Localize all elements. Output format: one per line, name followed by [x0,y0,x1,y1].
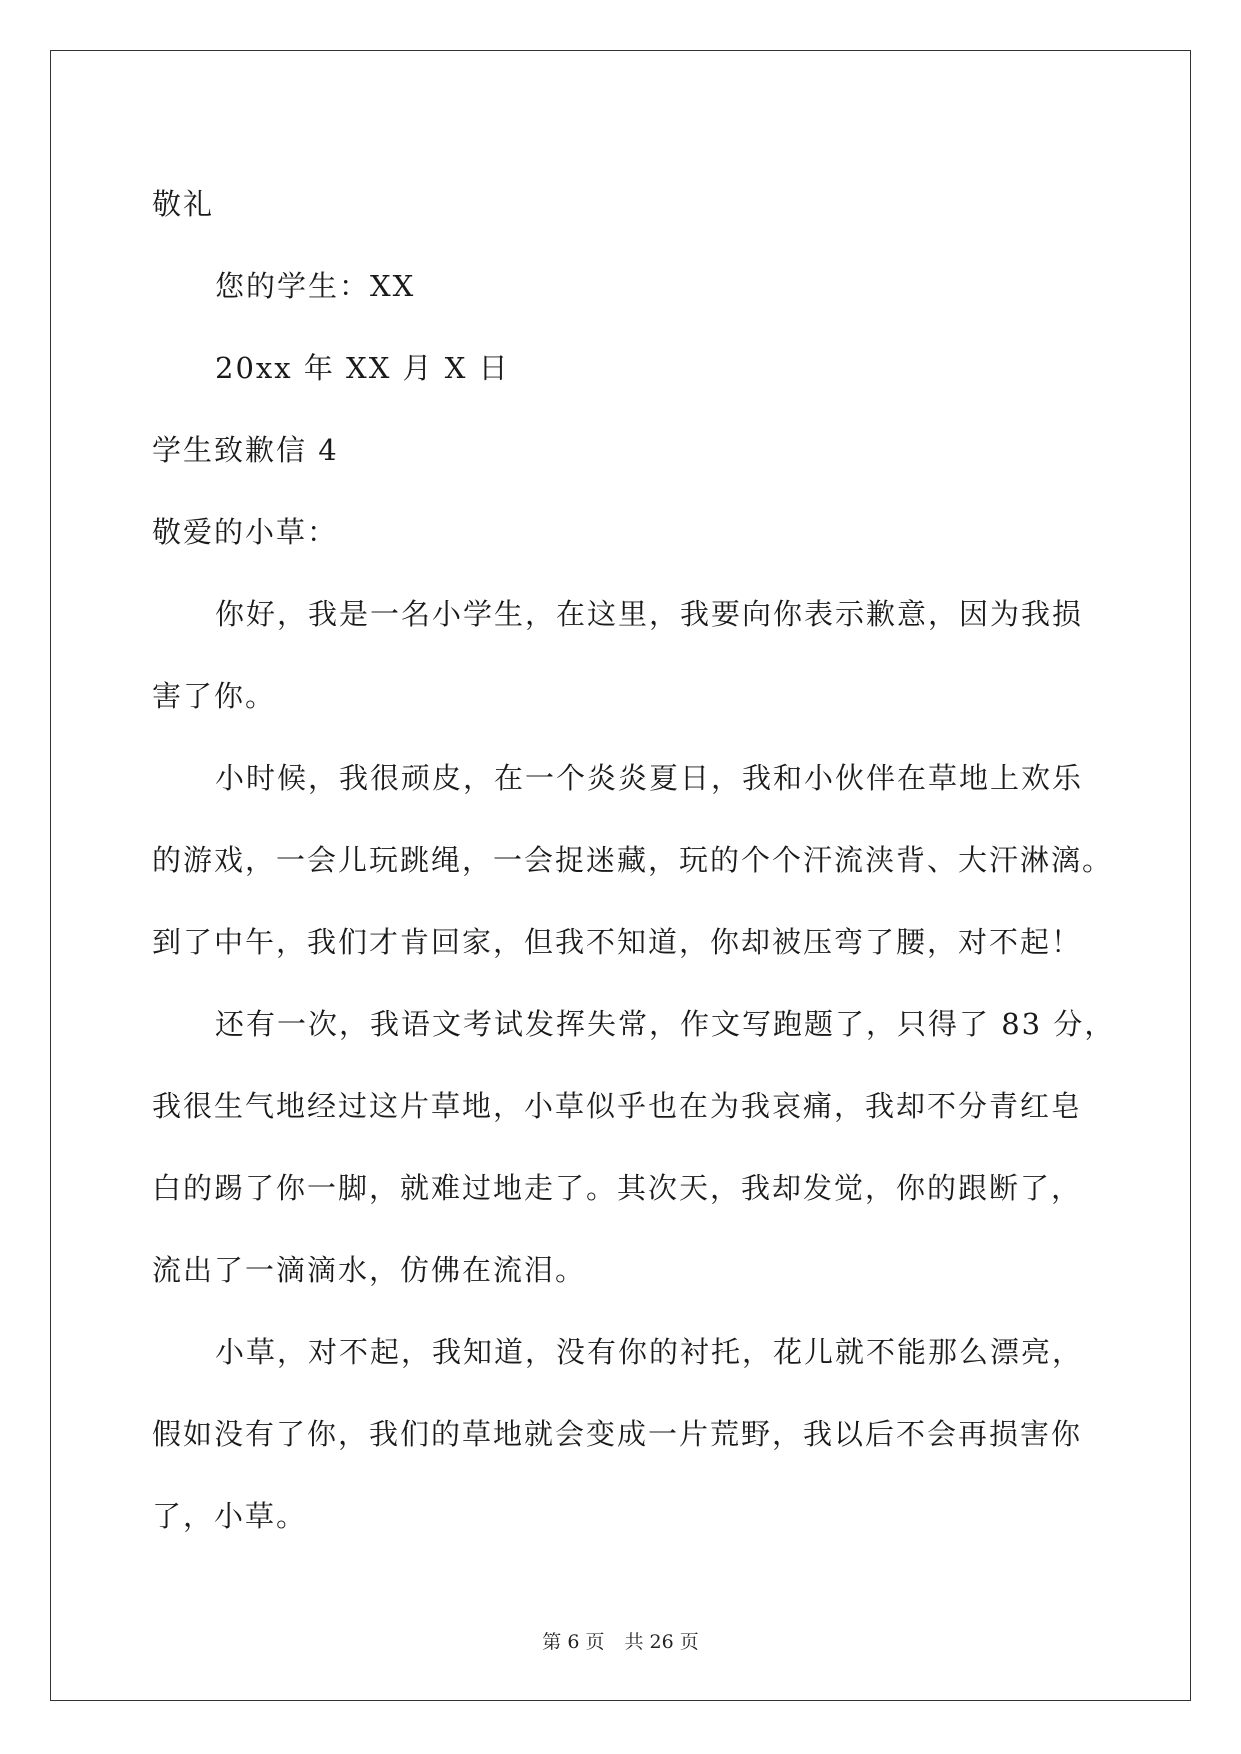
paragraph-line: 假如没有了你，我们的草地就会变成一片荒野，我以后不会再损害你 [152,1417,1083,1451]
letter-body [152,163,1116,1557]
paragraph-line: 了，小草。 [152,1499,308,1533]
section-heading: 学生致歉信 4 [152,433,339,467]
paragraph-line: 我很生气地经过这片草地，小草似乎也在为我哀痛，我却不分青红皂 [152,1089,1083,1123]
date-line: 20xx 年 XX 月 X 日 [215,351,510,385]
paragraph-line: 小时候，我很顽皮，在一个炎炎夏日，我和小伙伴在草地上欢乐 [215,761,1084,795]
signature: 您的学生：XX [215,269,416,303]
paragraph-line: 害了你。 [152,679,277,713]
closing-salutation: 敬礼 [152,187,215,221]
paragraph-line: 白的踢了你一脚，就难过地走了。其次天，我却发觉，你的跟断了， [152,1171,1083,1205]
greeting: 敬爱的小草： [152,515,339,549]
paragraph-line: 到了中午，我们才肯回家，但我不知道，你却被压弯了腰，对不起！ [152,925,1083,959]
page-total: 共 26 页 [624,1631,699,1653]
paragraph-line: 你好，我是一名小学生，在这里，我要向你表示歉意，因为我损 [215,597,1084,631]
page-number: 第 6 页 [542,1631,605,1653]
paragraph-line: 的游戏，一会儿玩跳绳，一会捉迷藏，玩的个个汗流浃背、大汗淋漓。 [152,843,1114,877]
paragraph-line: 流出了一滴滴水，仿佛在流泪。 [152,1253,587,1287]
paragraph-line: 小草，对不起，我知道，没有你的衬托，花儿就不能那么漂亮， [215,1335,1084,1369]
page-footer [0,1627,1241,1654]
paragraph-line: 还有一次，我语文考试发挥失常，作文写跑题了，只得了 83 分， [215,1007,1116,1041]
